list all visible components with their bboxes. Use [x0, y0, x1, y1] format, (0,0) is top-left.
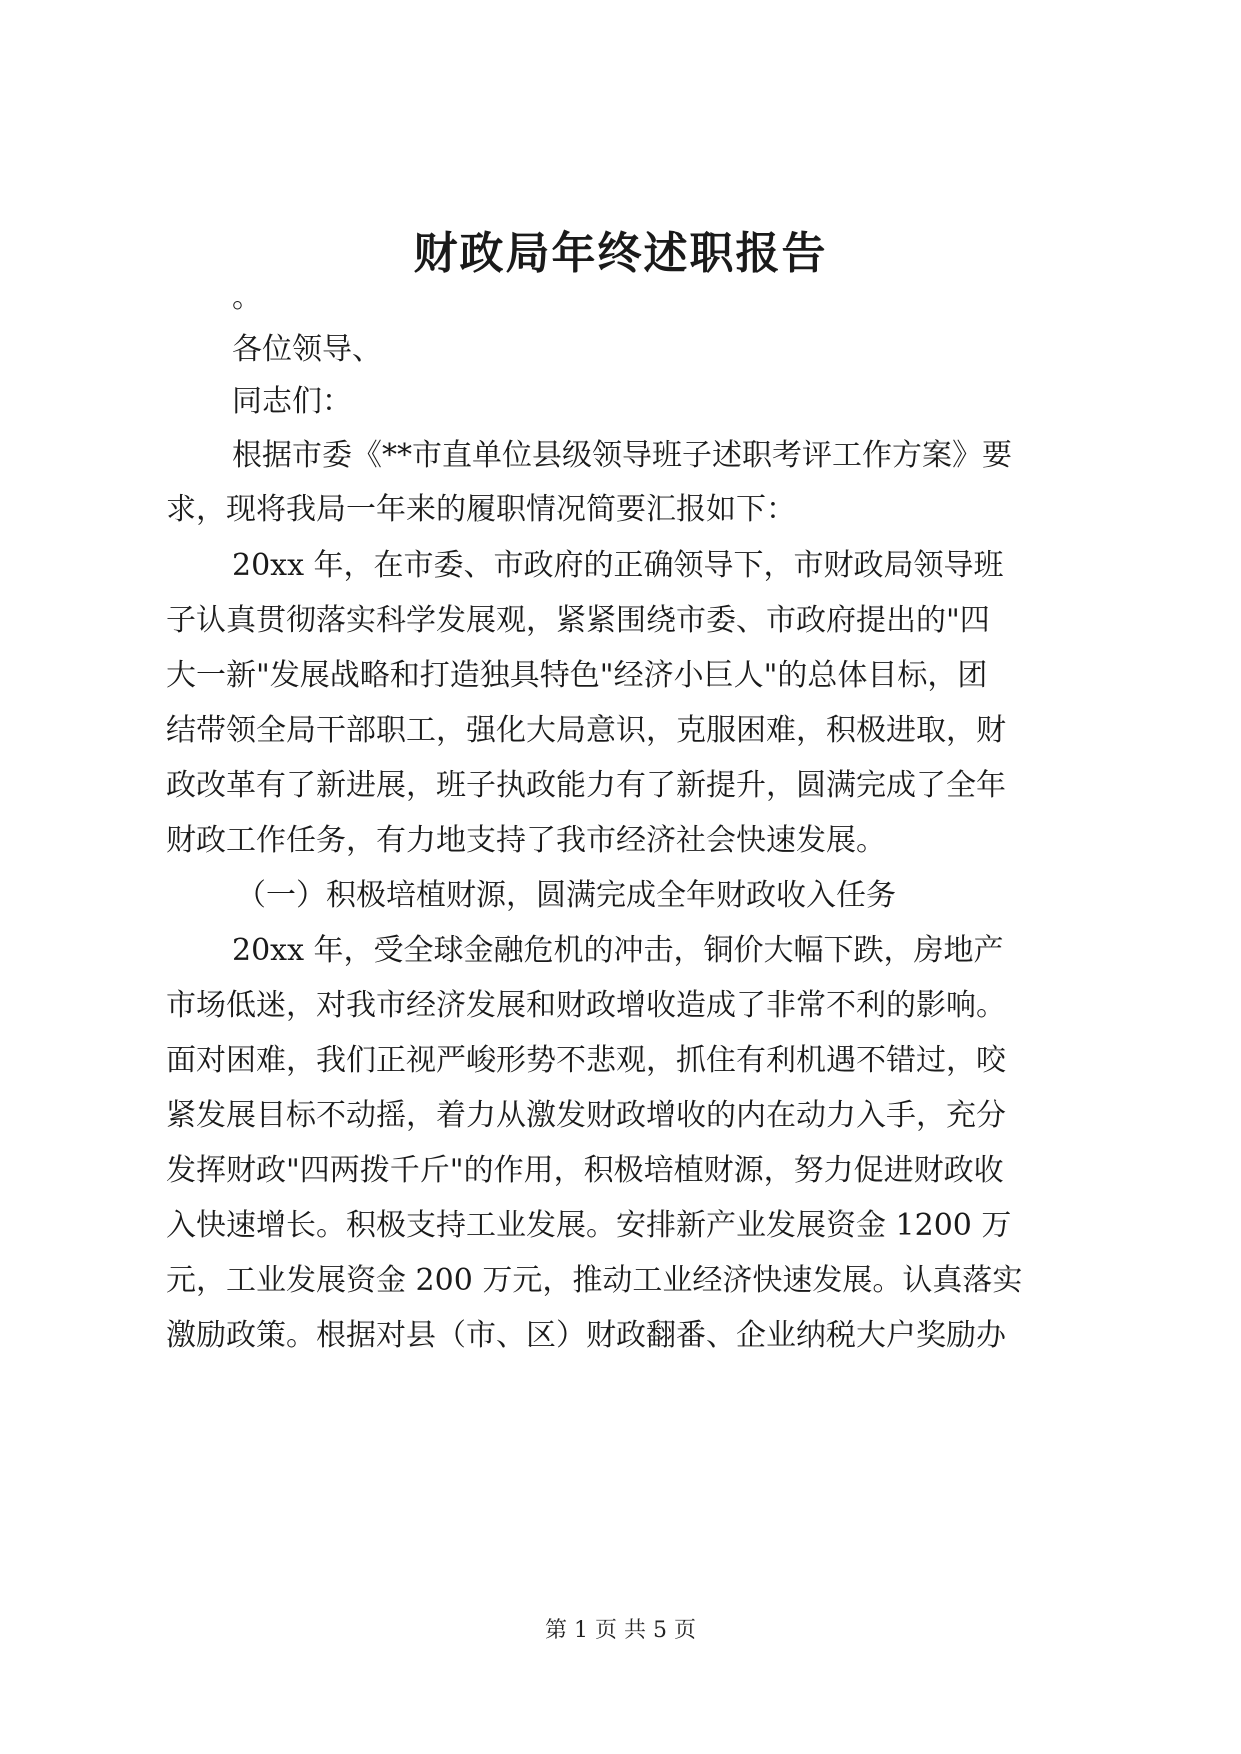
paragraph-line: 发挥财政"四两拨千斤"的作用，积极培植财源，努力促进财政收 [166, 1153, 1004, 1188]
paragraph-line: 紧发展目标不动摇，着力从激发财政增收的内在动力入手，充分 [166, 1098, 1006, 1133]
paragraph-line: 大一新"发展战略和打造独具特色"经济小巨人"的总体目标，团 [166, 658, 988, 693]
salutation-line: 同志们： [232, 384, 352, 419]
paragraph-line: 子认真贯彻落实科学发展观，紧紧围绕市委、市政府提出的"四 [166, 603, 990, 638]
text-line: 。 [232, 280, 262, 315]
section-heading: （一）积极培植财源，圆满完成全年财政收入任务 [236, 878, 896, 913]
page-number-footer: 第 1 页 共 5 页 [545, 1618, 696, 1643]
paragraph-line: 面对困难，我们正视严峻形势不悲观，抓住有利机遇不错过，咬 [166, 1043, 1006, 1078]
paragraph-line: 政改革有了新进展，班子执政能力有了新提升，圆满完成了全年 [166, 768, 1006, 803]
paragraph-line: 财政工作任务，有力地支持了我市经济社会快速发展。 [166, 823, 886, 858]
document-title: 财政局年终述职报告 [413, 228, 828, 279]
paragraph-line: 激励政策。根据对县（市、区）财政翻番、企业纳税大户奖励办 [166, 1318, 1006, 1353]
paragraph-line: 20xx 年，受全球金融危机的冲击，铜价大幅下跌，房地产 [232, 933, 1004, 968]
paragraph-line: 20xx 年，在市委、市政府的正确领导下，市财政局领导班 [232, 548, 1004, 583]
paragraph-line: 入快速增长。积极支持工业发展。安排新产业发展资金 1200 万 [166, 1208, 1012, 1243]
paragraph-line: 求，现将我局一年来的履职情况简要汇报如下： [166, 492, 796, 527]
paragraph-line: 根据市委《**市直单位县级领导班子述职考评工作方案》要 [232, 438, 1012, 473]
paragraph-line: 市场低迷，对我市经济发展和财政增收造成了非常不利的影响。 [166, 988, 1006, 1023]
paragraph-line: 元，工业发展资金 200 万元，推动工业经济快速发展。认真落实 [166, 1263, 1023, 1298]
salutation-line: 各位领导、 [232, 332, 382, 367]
paragraph-line: 结带领全局干部职工，强化大局意识，克服困难，积极进取，财 [166, 713, 1006, 748]
